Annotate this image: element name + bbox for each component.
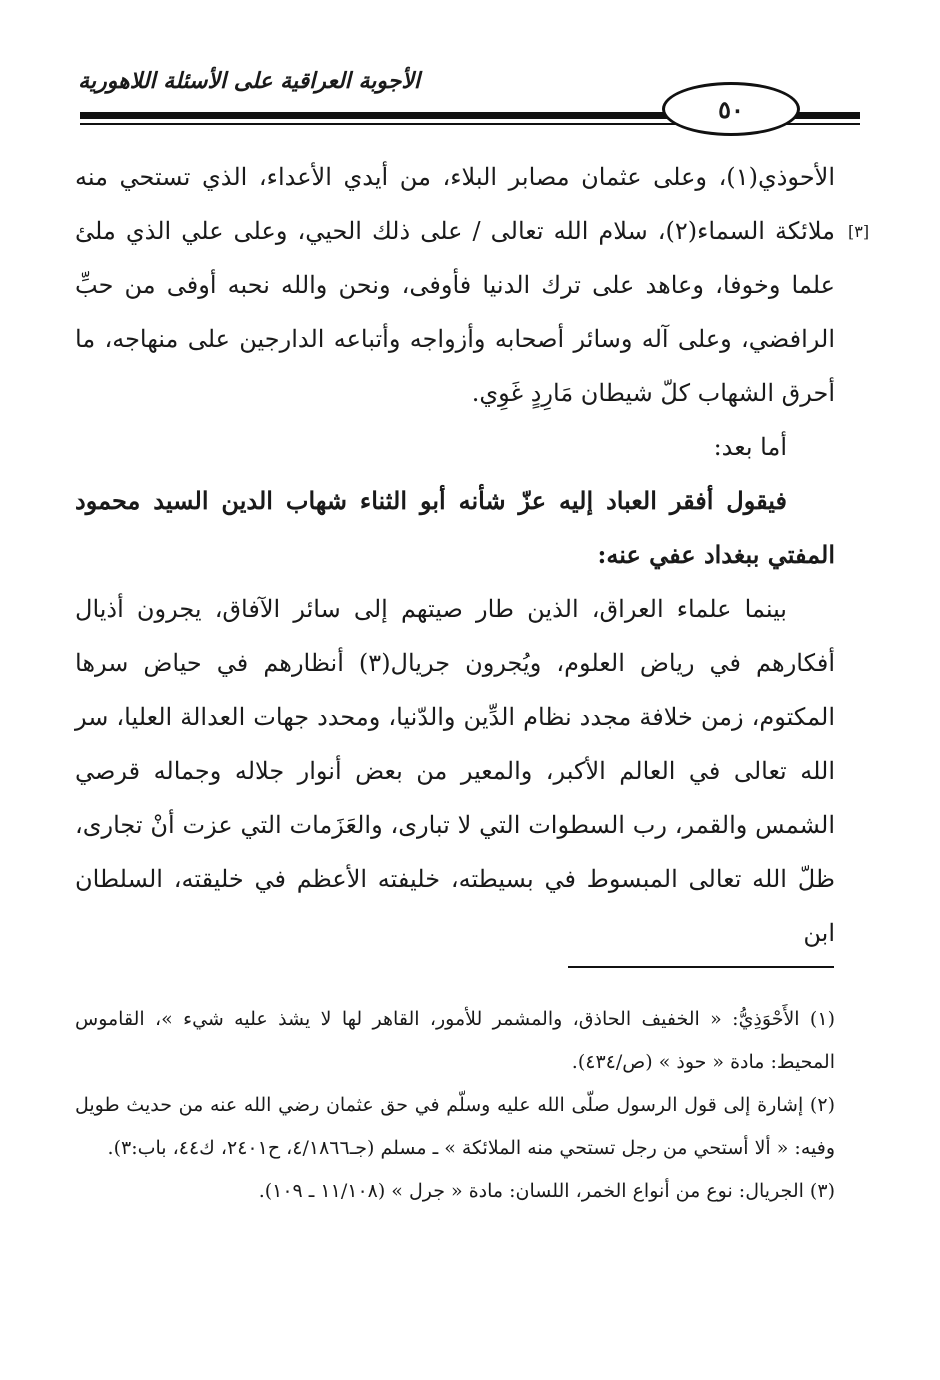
margin-page-reference: [٣]: [848, 222, 870, 241]
running-title: الأجوبة العراقية على الأسئلة اللاهورية: [78, 68, 420, 94]
footnote-3: (٣) الجريال: نوع من أنواع الخمر، اللسان: مادة « جرل » (١١/١٠٨ ـ ١٠٩).: [258, 1180, 835, 1202]
page-number-badge: [662, 82, 800, 136]
paragraph-amma-bad: أما بعد:: [713, 433, 787, 461]
footnote-2: (٢) إشارة إلى قول الرسول صلّى الله عليه وسلّم في حق عثمان رضي الله عنه من حديث طويل وفيه: « ألا أستحي من رجل تستحي منه الملائكة » ـ مسلم (جـ٤/١٨٦٦، ح٢٤٠١، ك٤٤، باب:٣).: [75, 1094, 835, 1159]
paragraph-opening-salutations: الأحوذي(١)، وعلى عثمان مصابر البلاء، من أيدي الأعداء، الذي تستحي منه ملائكة السماء(٢)، سلام الله تعالى / على ذلك الحيي، وعلى علي الذي ملئ علما وخوفا، وعاهد على ترك الدنيا فأوفى، ونحن والله نحبه أوفى من حبِّ الرافضي، وعلى آله وسائر أصحابه وأزواجه وأتباعه الدارجين على منهاجه، ما أحرق الشهاب كلّ شيطان مَارِدٍ غَوِي.: [75, 163, 836, 407]
page-number: ٥٠: [718, 94, 744, 124]
footnotes: [75, 998, 835, 1213]
footnote-separator: [568, 966, 834, 968]
page-header: [0, 0, 940, 140]
paragraph-iraq-scholars: بينما علماء العراق، الذين طار صيتهم إلى سائر الآفاق، يجرون أذيال أفكارهم في رياض العلوم، ويُجرون جريال(٣) أنظارهم في حياض سرها المكتوم، زمن خلافة مجدد نظام الدِّين والدّنيا، ومحدد جهات العدالة العليا، سر الله تعالى في العالم الأكبر، والمعير من بعض أنوار جلاله وجماله قرصي الشمس والقمر، رب السطوات التي لا تبارى، والعَزَمات التي عزت أنْ تجارى، ظلّ الله تعالى المبسوط في بسيطته، خليفته الأعظم في خليقته، السلطان ابن: [75, 595, 835, 947]
paragraph-author-intro: فيقول أفقر العباد إليه عزّ شأنه أبو الثناء شهاب الدين السيد محمود المفتي ببغداد عفي عنه:: [75, 486, 835, 569]
footnote-1: (١) الأَحْوَذِيُّ: « الخفيف الحاذق، والمشمر للأمور، القاهر لها لا يشذ عليه شيء »، القاموس المحيط: مادة « حوذ » (ص/٤٣٤).: [75, 1008, 835, 1073]
main-text: [75, 150, 835, 960]
